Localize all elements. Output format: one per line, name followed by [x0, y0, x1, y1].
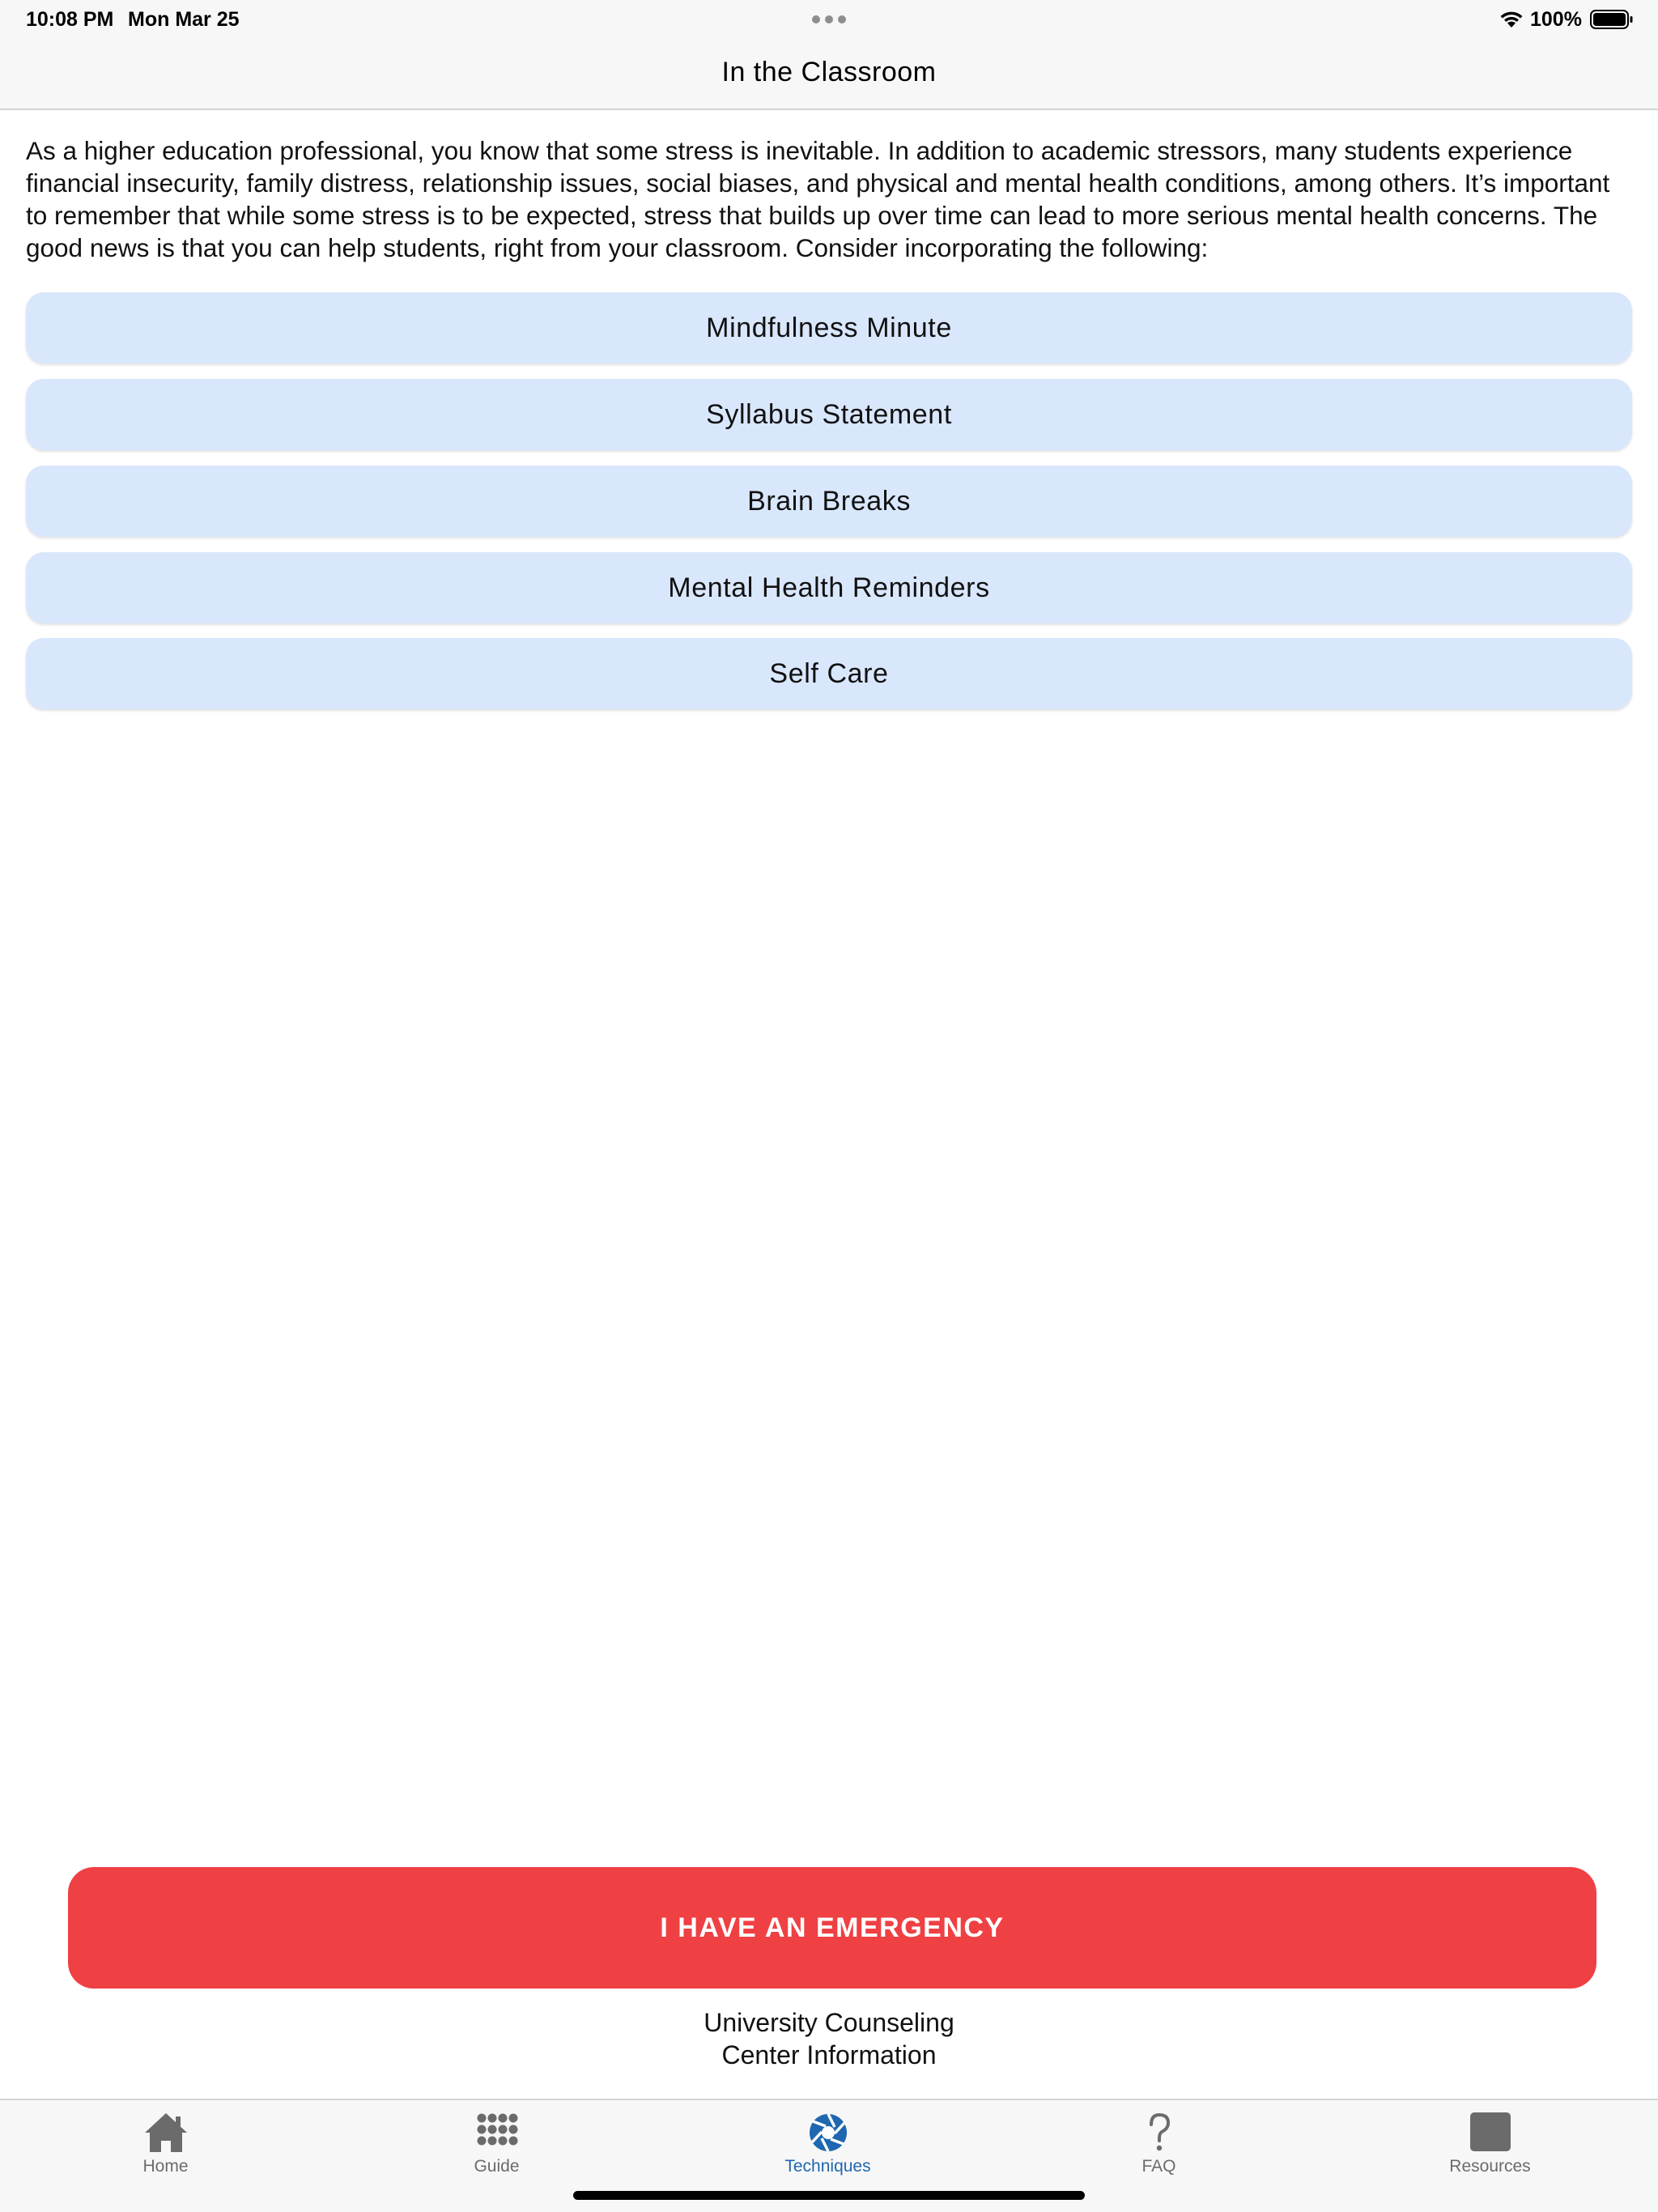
- status-time: 10:08 PM: [26, 8, 114, 31]
- aperture-icon: [806, 2112, 851, 2154]
- brain-breaks-button[interactable]: [26, 466, 1632, 537]
- mental-health-reminders-button[interactable]: [26, 552, 1632, 623]
- question-mark-icon: [1137, 2112, 1182, 2154]
- tab-label: FAQ: [1141, 2157, 1176, 2176]
- tab-label: Guide: [474, 2157, 520, 2176]
- counseling-line-2: Center Information: [721, 2040, 937, 2069]
- tab-label: Home: [142, 2157, 189, 2176]
- button-label: Mindfulness Minute: [706, 312, 952, 343]
- tab-guide[interactable]: [331, 2100, 662, 2181]
- tab-resources[interactable]: [1324, 2100, 1656, 2181]
- tab-label: Resources: [1449, 2157, 1531, 2176]
- square-icon: [1468, 2112, 1513, 2154]
- button-label: Mental Health Reminders: [668, 572, 990, 603]
- button-label: Self Care: [769, 657, 889, 689]
- button-label: Brain Breaks: [747, 485, 911, 517]
- emergency-button[interactable]: [68, 1867, 1596, 1989]
- intro-paragraph: As a higher education professional, you know that some stress is inevitable. In addition to academic stressors, many students experience financial insecurity, family distress, relationship issues, social biases, and physical and mental health conditions, among others. It’s important to remember that while some stress is to be expected, stress that builds up over time can lead to more serious mental health concerns. The good news is that you can help students, right from your classroom. Consider incorporating the following:: [26, 136, 1610, 262]
- counseling-center-info-link[interactable]: [0, 2006, 1658, 2071]
- counseling-line-1: University Counseling: [704, 2008, 954, 2037]
- self-care-button[interactable]: [26, 638, 1632, 709]
- tab-home[interactable]: [0, 2100, 331, 2181]
- grid-dots-icon: [474, 2112, 520, 2154]
- navigation-bar: [0, 40, 1658, 110]
- emergency-button-label: I HAVE AN EMERGENCY: [660, 1912, 1005, 1943]
- mindfulness-minute-button[interactable]: [26, 292, 1632, 364]
- battery-icon: [1590, 9, 1634, 30]
- syllabus-statement-button[interactable]: [26, 379, 1632, 450]
- wifi-icon: [1499, 8, 1524, 29]
- tab-label: Techniques: [784, 2157, 871, 2176]
- tab-faq[interactable]: [993, 2100, 1324, 2181]
- home-icon: [143, 2112, 189, 2154]
- status-date: Mon Mar 25: [128, 8, 240, 31]
- multitasking-dots-icon[interactable]: [811, 15, 847, 24]
- tab-techniques[interactable]: [662, 2100, 993, 2181]
- page-title: In the Classroom: [721, 57, 937, 87]
- home-indicator[interactable]: [573, 2191, 1085, 2200]
- button-label: Syllabus Statement: [706, 398, 952, 430]
- status-bar: [0, 0, 1658, 40]
- battery-percentage: 100%: [1530, 8, 1582, 31]
